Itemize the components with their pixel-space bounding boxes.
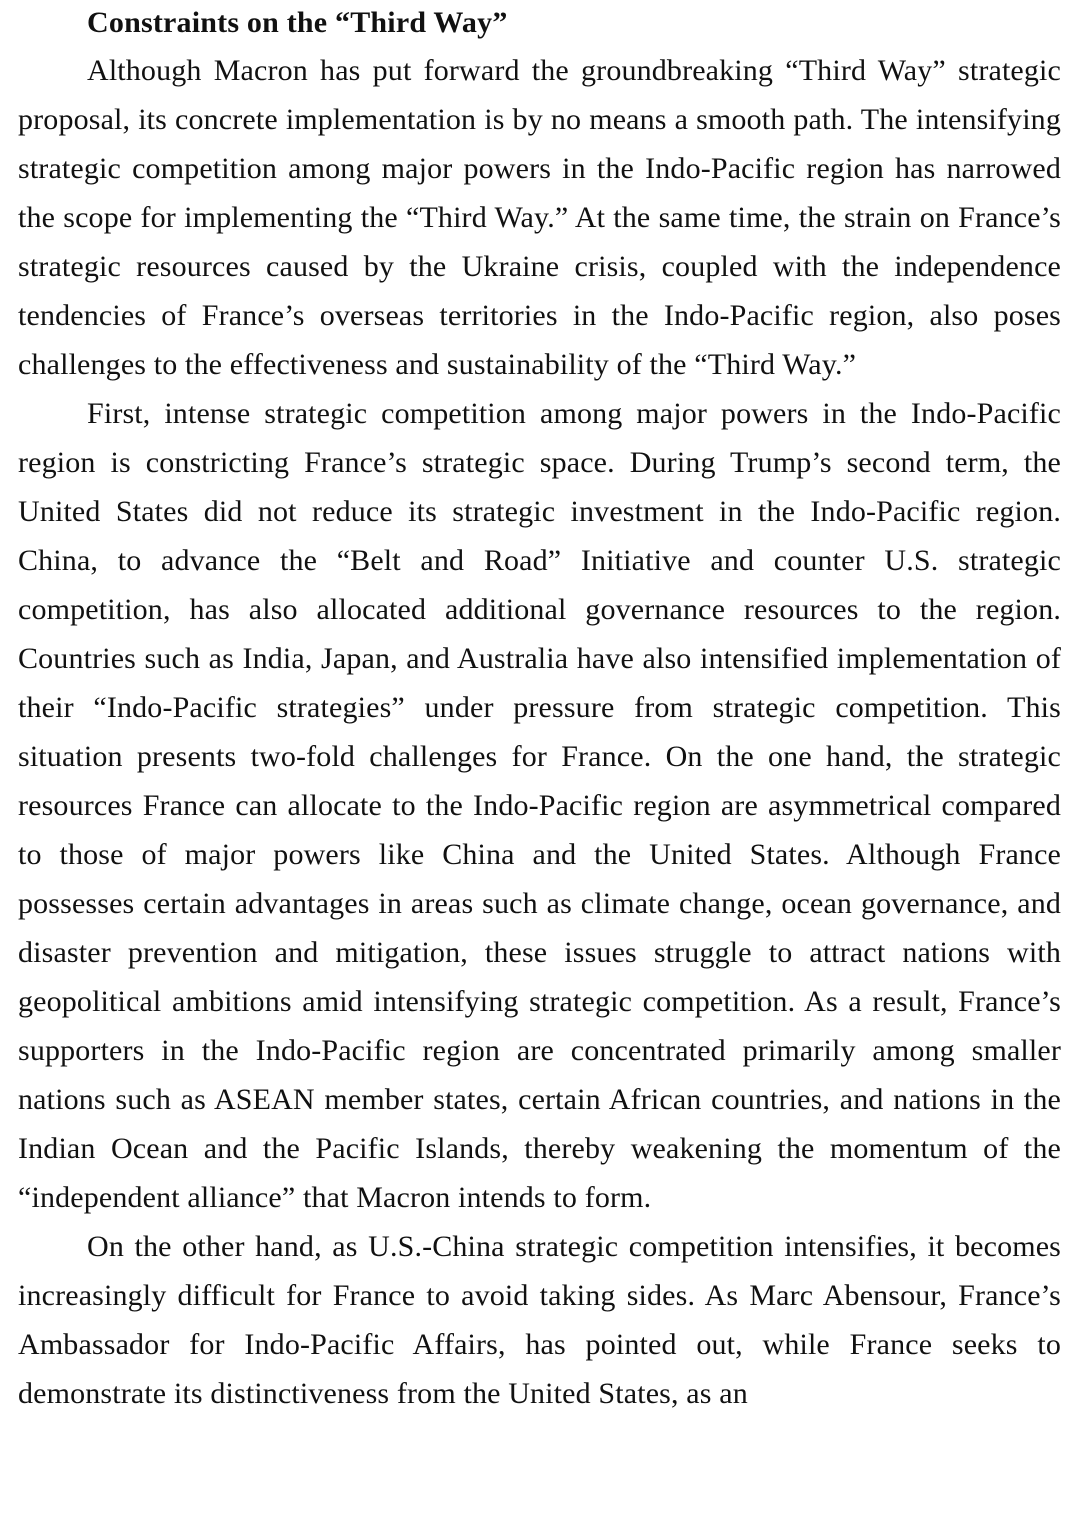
document-page <box>18 0 1061 1418</box>
paragraph-other-hand: On the other hand, as U.S.-China strategic competition intensifies, it becomes increasingly difficult for France to avoid taking sides. As Marc Abensour, France’s Ambassador for Indo-Pacific Affairs, has pointed out, while France seeks to demonstrate its distinctiveness from the United States, as an <box>18 1230 1061 1410</box>
section-heading: Constraints on the “Third Way” <box>87 6 508 39</box>
paragraph-intro: Although Macron has put forward the groundbreaking “Third Way” strategic proposal, its concrete implementation is by no means a smooth path. The intensifying strategic competition among major powers in the Indo-Pacific region has narrowed the scope for implementing the “Third Way.” At the same time, the strain on France’s strategic resources caused by the Ukraine crisis, coupled with the independence tendencies of France’s overseas territories in the Indo-Pacific region, also poses challenges to the effectiveness and sustainability of the “Third Way.” <box>18 54 1061 381</box>
paragraph-first-constraint: First, intense strategic competition among major powers in the Indo-Pacific region is constricting France’s strategic space. During Trump’s second term, the United States did not reduce its strategic investment in the Indo-Pacific region. China, to advance the “Belt and Road” Initiative and counter U.S. strategic competition, has also allocated additional governance resources to the region. Countries such as India, Japan, and Australia have also intensified implementation of their “Indo-Pacific strategies” under pressure from strategic competition. This situation presents two-fold challenges for France. On the one hand, the strategic resources France can allocate to the Indo-Pacific region are asymmetrical compared to those of major powers like China and the United States. Although France possesses certain advantages in areas such as climate change, ocean governance, and disaster prevention and mitigation, these issues struggle to attract nations with geopolitical ambitions amid intensifying strategic competition. As a result, France’s supporters in the Indo-Pacific region are concentrated primarily among smaller nations such as ASEAN member states, certain African countries, and nations in the Indian Ocean and the Pacific Islands, thereby weakening the momentum of the “independent alliance” that Macron intends to form. <box>18 397 1061 1214</box>
